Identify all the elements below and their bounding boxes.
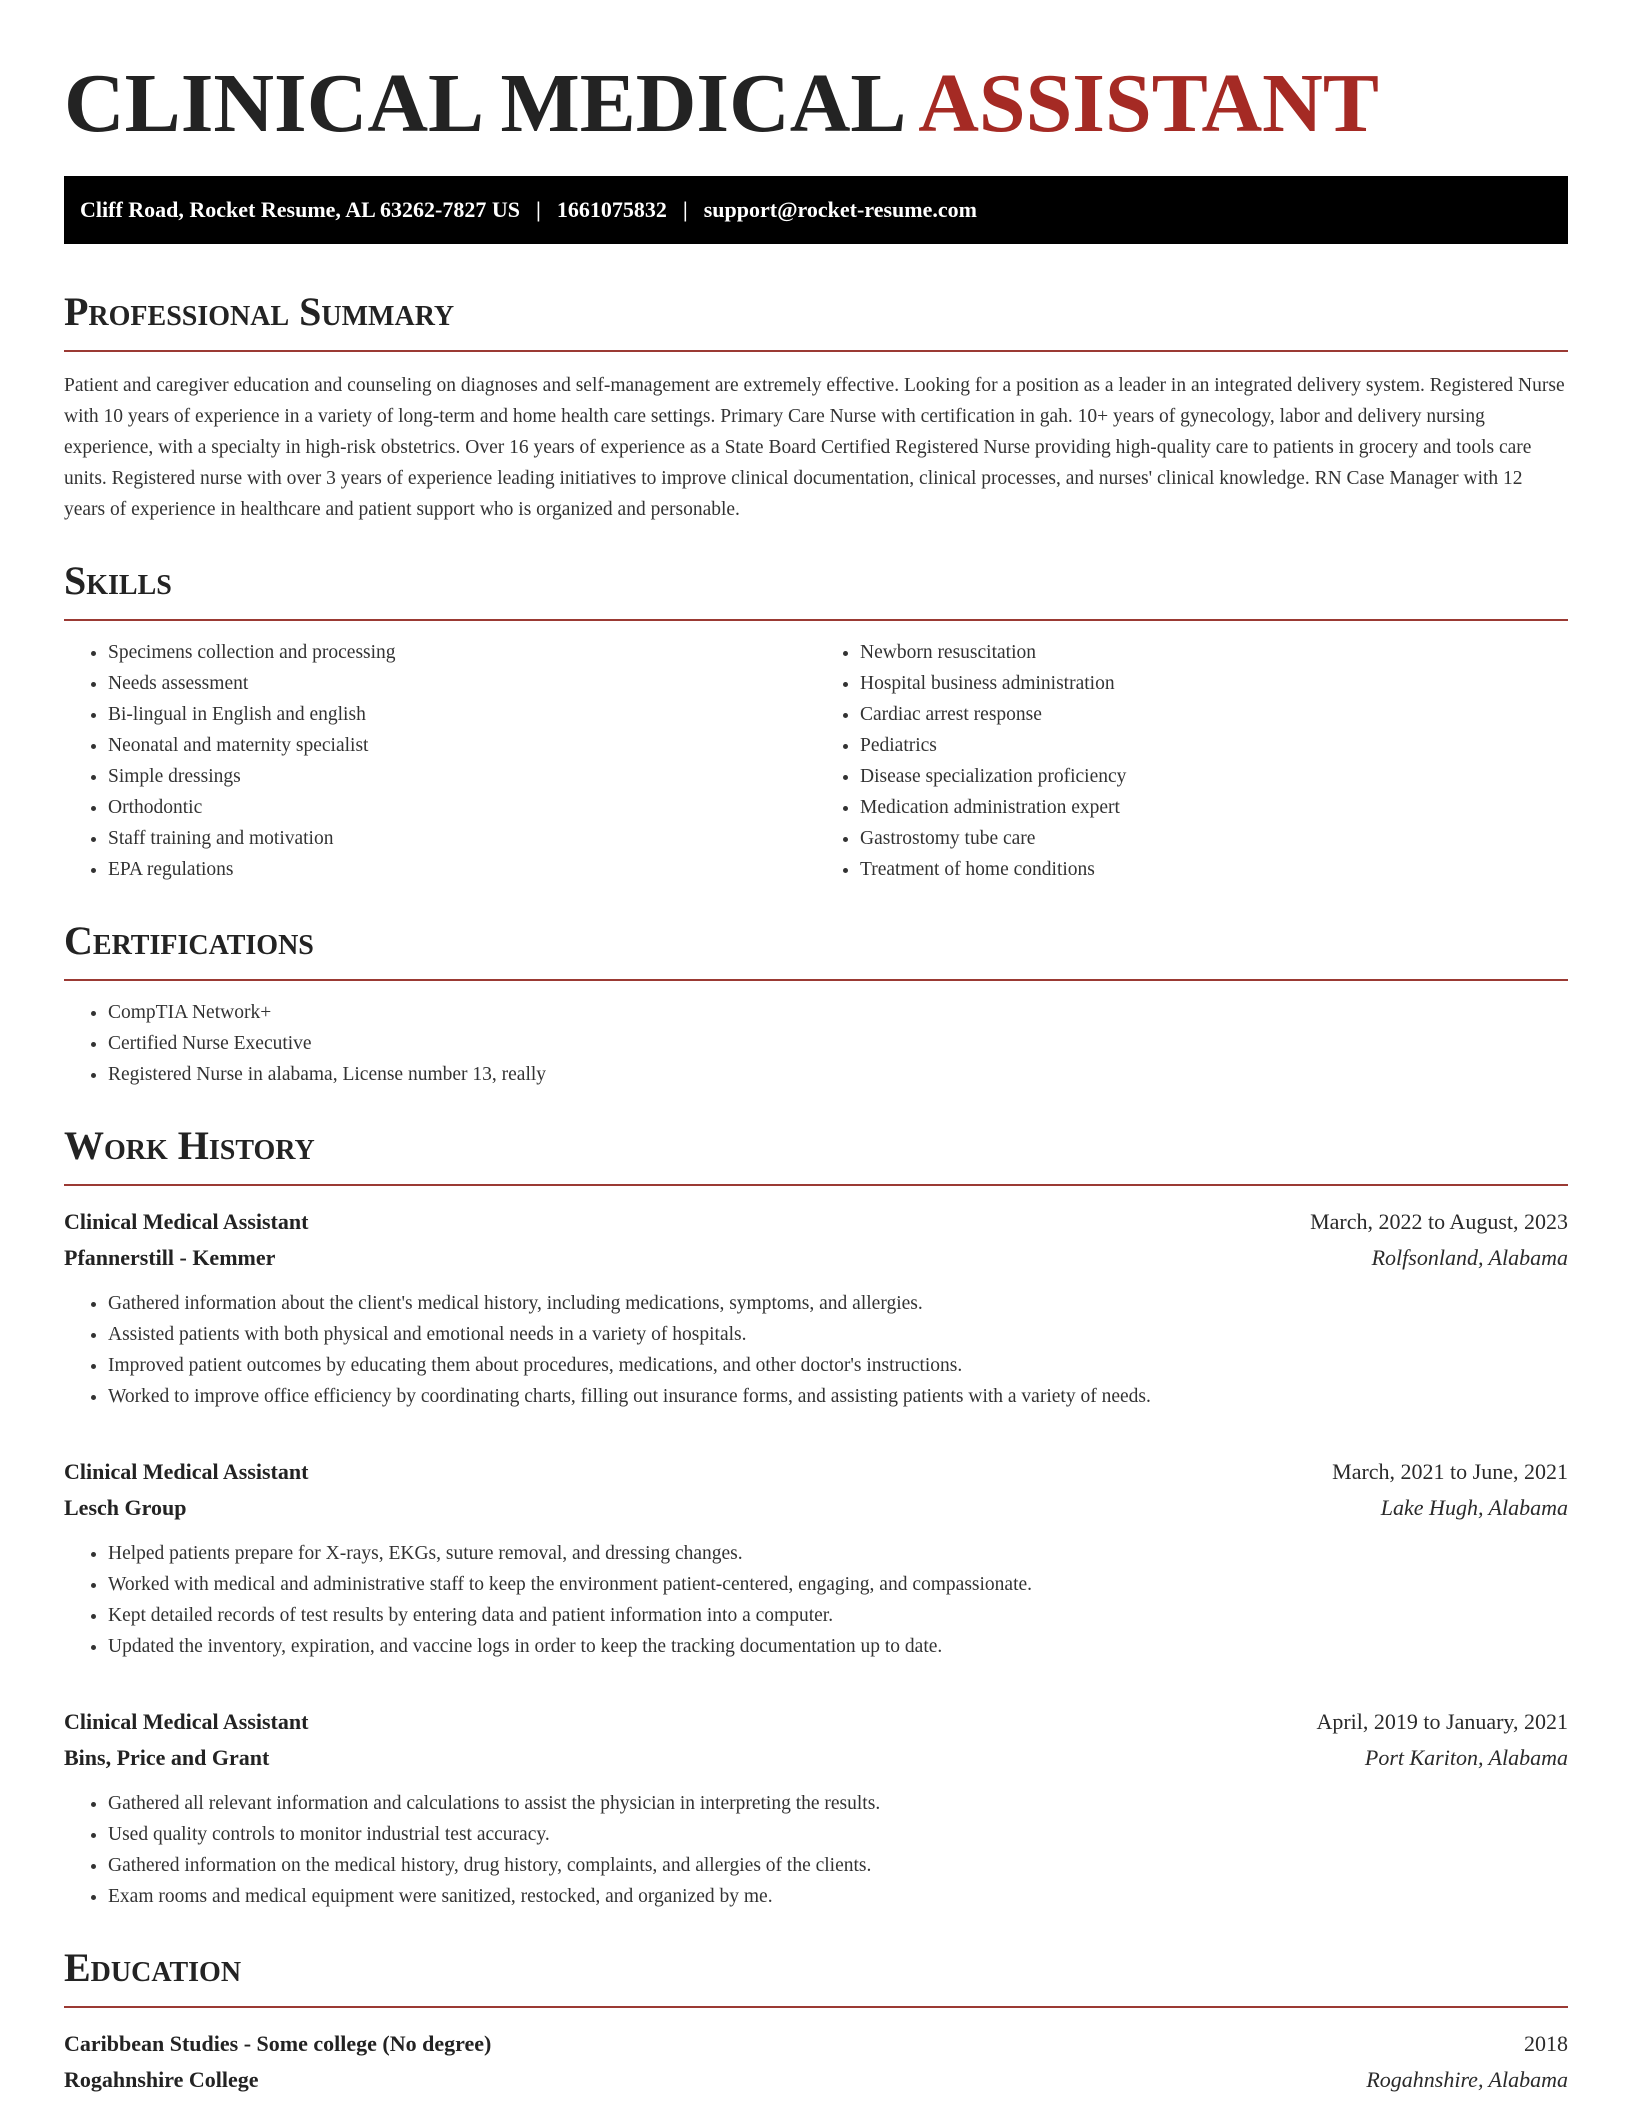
section-divider	[64, 1184, 1568, 1186]
job-duty: • Worked to improve office efficiency by coordinating charts, filling out insurance forms, and assisting patients with a variety of needs.	[108, 1381, 1568, 1412]
job-dates: March, 2021 to June, 2021	[1332, 1459, 1568, 1484]
skill-item: • Staff training and motivation	[108, 823, 816, 854]
section-heading: Education	[64, 1945, 242, 1990]
skill-item: • Disease specialization proficiency	[860, 761, 1568, 792]
education-location: Rogahnshire, Alabama	[1366, 2067, 1568, 2092]
job-duty: • Updated the inventory, expiration, and vaccine logs in order to keep the tracking documentation up to date.	[108, 1631, 1568, 1662]
education-degree: Caribbean Studies - Some college (No degree)	[64, 2031, 492, 2056]
skill-item: • Gastrostomy tube care	[860, 823, 1568, 854]
education-header-row	[64, 2026, 1568, 2062]
skill-item: • Orthodontic	[108, 792, 816, 823]
skill-item: • Hospital business administration	[860, 668, 1568, 699]
education-subheader-row	[64, 2062, 1568, 2098]
job-title: Clinical Medical Assistant	[64, 1209, 309, 1234]
job-duties-list	[64, 1288, 1568, 1412]
job-duty: • Kept detailed records of test results by entering data and patient information into a computer.	[108, 1600, 1568, 1631]
education-year: 2018	[1524, 2031, 1568, 2056]
job-duty: • Helped patients prepare for X-rays, EKGs, suture removal, and dressing changes.	[108, 1538, 1568, 1569]
job-company: Lesch Group	[64, 1495, 187, 1520]
section-divider	[64, 2006, 1568, 2008]
job-duties-list	[64, 1788, 1568, 1912]
contact-address: Cliff Road, Rocket Resume, AL 63262-7827 US	[80, 197, 520, 222]
job-duties-list	[64, 1538, 1568, 1662]
skill-item: • Newborn resuscitation	[860, 637, 1568, 668]
certifications-section	[64, 917, 1568, 1090]
skill-item: • Medication administration expert	[860, 792, 1568, 823]
job-header-row	[64, 1454, 1568, 1490]
job-company: Bins, Price and Grant	[64, 1745, 270, 1770]
contact-separator: |	[536, 197, 541, 222]
skill-item: • EPA regulations	[108, 854, 816, 885]
summary-text: Patient and caregiver education and counseling on diagnoses and self-management are extremely effective. Looking for a position as a leader in an integrated delivery system. Registered Nurse with 10 years of experience in a variety of long-term and home health care settings. Primary Care Nurse with certification in gah. 10+ years of gynecology, labor and delivery nursing experience, with a specialty in high-risk obstetrics. Over 16 years of experience as a State Board Certified Registered Nurse providing high-quality care to patients in grocery and tools care units. Registered nurse with over 3 years of experience leading initiatives to improve clinical documentation, clinical processes, and nurses' clinical knowledge. RN Case Manager with 12 years of experience in healthcare and patient support who is organized and personable.	[64, 375, 1565, 520]
summary-section	[64, 288, 1568, 525]
skill-item: • Bi-lingual in English and english	[108, 699, 816, 730]
section-heading: Certifications	[64, 918, 314, 963]
skill-item: • Specimens collection and processing	[108, 637, 816, 668]
job-duty: • Gathered information about the client's medical history, including medications, symptoms, and allergies.	[108, 1288, 1568, 1319]
job-duty: • Used quality controls to monitor industrial test accuracy.	[108, 1819, 1568, 1850]
skills-section	[64, 557, 1568, 885]
job-duty: • Improved patient outcomes by educating them about procedures, medications, and other doctor's instructions.	[108, 1350, 1568, 1381]
skill-item: • Pediatrics	[860, 730, 1568, 761]
section-heading: Skills	[64, 558, 172, 603]
job-location: Rolfsonland, Alabama	[1371, 1245, 1568, 1270]
job-duty: • Gathered all relevant information and calculations to assist the physician in interpreting the results.	[108, 1788, 1568, 1819]
job-entry	[64, 1454, 1568, 1662]
job-location: Port Kariton, Alabama	[1364, 1745, 1568, 1770]
certification-item: • Registered Nurse in alabama, License number 13, really	[108, 1059, 1568, 1090]
title-main: CLINICAL MEDICAL	[64, 57, 902, 150]
contact-phone[interactable]: 1661075832	[556, 197, 667, 222]
contact-bar	[64, 176, 1568, 244]
skills-list-left	[64, 637, 816, 885]
job-subheader-row	[64, 1240, 1568, 1276]
job-subheader-row	[64, 1740, 1568, 1776]
section-divider	[64, 350, 1568, 352]
job-subheader-row	[64, 1490, 1568, 1526]
job-duty: • Assisted patients with both physical and emotional needs in a variety of hospitals.	[108, 1319, 1568, 1350]
education-school: Rogahnshire College	[64, 2067, 259, 2092]
job-duty: • Gathered information on the medical history, drug history, complaints, and allergies of the clients.	[108, 1850, 1568, 1881]
skill-item: • Treatment of home conditions	[860, 854, 1568, 885]
skill-item: • Simple dressings	[108, 761, 816, 792]
job-location: Lake Hugh, Alabama	[1380, 1495, 1568, 1520]
job-company: Pfannerstill - Kemmer	[64, 1245, 276, 1270]
skills-list-right	[816, 637, 1568, 885]
job-duty: • Worked with medical and administrative staff to keep the environment patient-centered, engaging, and compassionate.	[108, 1569, 1568, 1600]
title-accent: ASSISTANT	[918, 57, 1379, 150]
certification-item: • CompTIA Network+	[108, 997, 1568, 1028]
section-heading: Work History	[64, 1123, 315, 1168]
skill-item: • Needs assessment	[108, 668, 816, 699]
job-entry	[64, 1704, 1568, 1912]
job-title: Clinical Medical Assistant	[64, 1709, 309, 1734]
job-entry	[64, 1204, 1568, 1412]
skill-item: • Cardiac arrest response	[860, 699, 1568, 730]
skills-grid	[64, 621, 1568, 885]
resume-title	[64, 56, 1568, 152]
certification-item: • Certified Nurse Executive	[108, 1028, 1568, 1059]
job-dates: March, 2022 to August, 2023	[1310, 1209, 1568, 1234]
skill-item: • Neonatal and maternity specialist	[108, 730, 816, 761]
education-section	[64, 1944, 1568, 2098]
certifications-list	[64, 997, 1568, 1090]
section-heading: Professional Summary	[64, 289, 455, 334]
job-title: Clinical Medical Assistant	[64, 1459, 309, 1484]
contact-email[interactable]: support@rocket-resume.com	[703, 197, 977, 222]
education-entry	[64, 2026, 1568, 2098]
work-history-section	[64, 1122, 1568, 1912]
job-dates: April, 2019 to January, 2021	[1316, 1709, 1568, 1734]
section-divider	[64, 979, 1568, 981]
job-header-row	[64, 1204, 1568, 1240]
contact-separator: |	[682, 197, 688, 222]
job-header-row	[64, 1704, 1568, 1740]
job-duty: • Exam rooms and medical equipment were sanitized, restocked, and organized by me.	[108, 1881, 1568, 1912]
